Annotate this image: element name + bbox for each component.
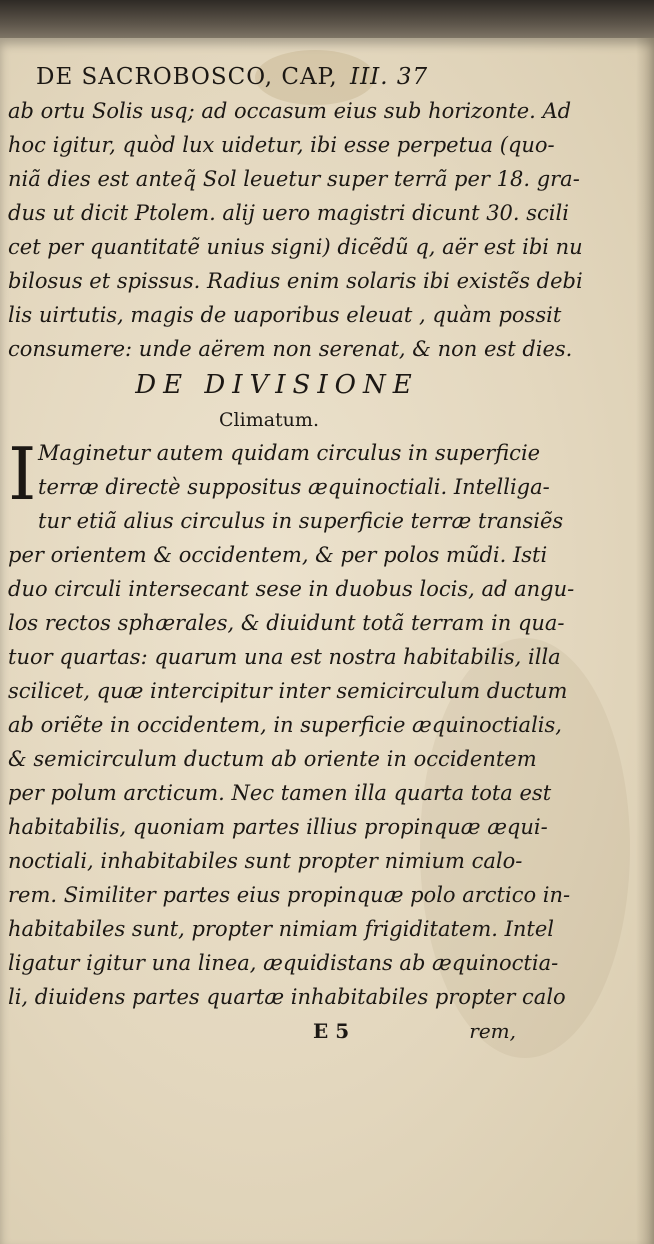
- text-line: rem. Similiter partes eius propinquæ polo arctico in-: [8, 883, 571, 907]
- text-line: duo circuli intersecant sese in duobus locis, ad angu-: [8, 577, 575, 601]
- catchword: rem,: [469, 1019, 516, 1043]
- text-line: dus ut dicit Ptolem. alij uero magistri dicunt 30. scili: [8, 201, 569, 225]
- text-line: habitabiles sunt, propter nimiam frigiditatem. Intel: [8, 917, 554, 941]
- text-line: ligatur igitur una linea, æquidistans ab æquinoctia-: [8, 951, 559, 975]
- drop-cap-initial: I: [8, 432, 37, 516]
- text-line: tuor quartas: quarum una est nostra habitabilis, illa: [8, 645, 561, 669]
- text-line: per orientem & occidentem, & per polos mũdi. Isti: [8, 543, 548, 567]
- text-line: ab oriẽte in occidentem, in superficie æquinoctialis,: [8, 713, 562, 737]
- text-line: lis uirtutis, magis de uaporibus eleuat , quàm possit: [8, 303, 562, 327]
- text-line: li, diuidens partes quartæ inhabitabiles propter calo: [8, 985, 566, 1009]
- text-line: bilosus et spissus. Radius enim solaris ibi existẽs debi: [8, 269, 583, 293]
- page-gutter-shadow: [636, 38, 654, 1244]
- text-line: scilicet, quæ intercipitur inter semicirculum ductum: [8, 679, 568, 703]
- running-header: [36, 60, 516, 94]
- text-line: los rectos sphærales, & diuidunt totã terram in qua-: [8, 611, 565, 635]
- text-line: tur etiã alius circulus in superficie terræ transiẽs: [38, 509, 564, 533]
- drop-cap-paragraph: [8, 432, 564, 538]
- folio-number: III. 37: [350, 64, 429, 90]
- text-line: & semicirculum ductum ab oriente in occidentem: [8, 747, 537, 771]
- paragraph-after: [8, 538, 575, 1014]
- text-line: ab ortu Solis usq; ad occasum eius sub horizonte. Ad: [8, 99, 572, 123]
- text-block: [8, 60, 583, 1048]
- section-title: DE DIVISIONE: [135, 370, 419, 400]
- text-line: hoc igitur, quòd lux uidetur, ibi esse perpetua (quo-: [8, 133, 555, 157]
- text-line: Maginetur autem quidam circulus in superficie: [38, 441, 541, 465]
- page-footer: [8, 1014, 516, 1048]
- text-line: terræ directè suppositus æquinoctiali. Intelliga-: [38, 475, 550, 499]
- text-line: per polum arcticum. Nec tamen illa quarta tota est: [8, 781, 552, 805]
- text-line: cet per quantitatẽ unius signi) dicẽdũ q, aër est ibi nu: [8, 235, 583, 259]
- signature-mark: E 5: [313, 1019, 350, 1043]
- section-subtitle: Climatum.: [219, 409, 319, 431]
- text-line: niã dies est anteq̃ Sol leuetur super terrã per 18. gra-: [8, 167, 580, 191]
- text-line: habitabilis, quoniam partes illius propinquæ æqui-: [8, 815, 548, 839]
- running-title: DE SACROBOSCO, CAP,: [36, 64, 338, 90]
- text-line: consumere: unde aërem non serenat, & non est dies.: [8, 337, 573, 361]
- paragraph-before: [8, 94, 583, 366]
- text-line: noctiali, inhabitabiles sunt propter nimium calo-: [8, 849, 523, 873]
